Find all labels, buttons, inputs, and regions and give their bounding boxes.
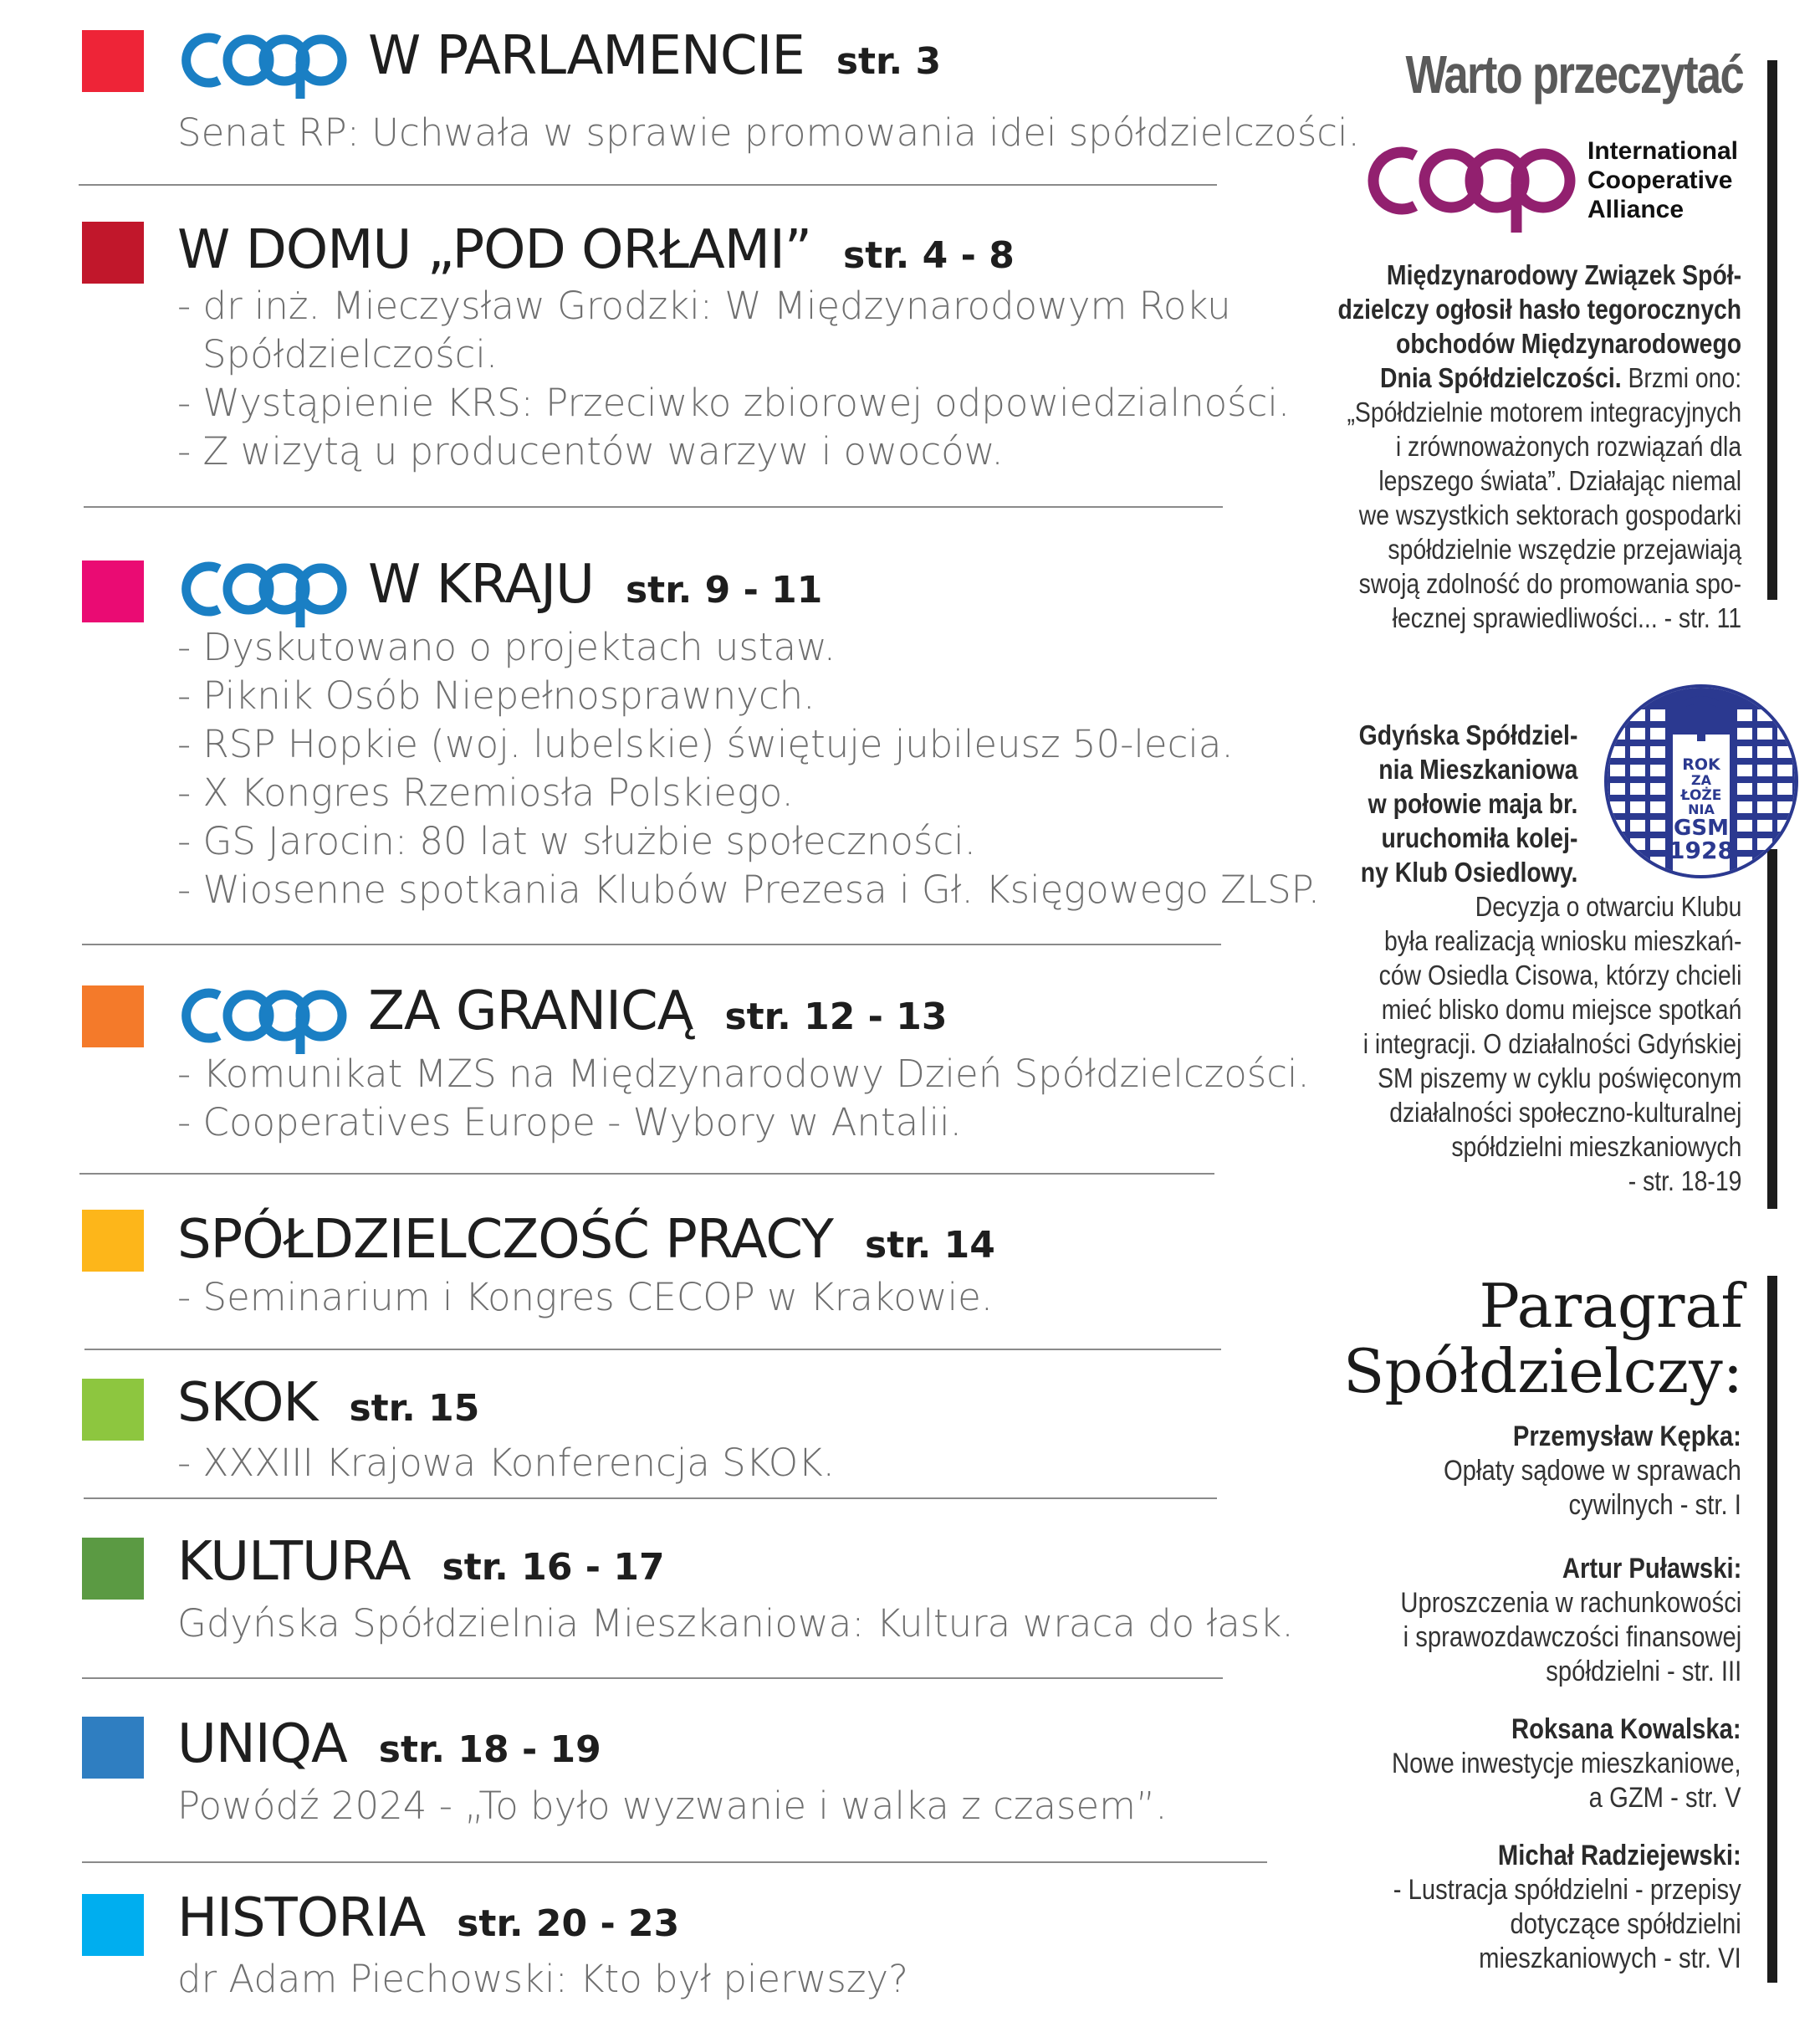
paragraf-line: dotyczące spółdzielni — [1510, 1908, 1741, 1940]
gsm-building-window — [1737, 728, 1752, 740]
section-pages: str. 14 — [865, 1224, 995, 1267]
section-item: Gdyńska Spółdzielnia Mieszkaniowa: Kultura wraca do łask. — [177, 1601, 1294, 1646]
paragraf-line: Nowe inwestycje mieszkaniowe, — [1392, 1748, 1741, 1779]
gsm-logo-text-5: GSM — [1674, 816, 1729, 841]
paragraf-line: Uproszczenia w rachunkowości — [1400, 1587, 1741, 1619]
coop-logo — [177, 25, 353, 99]
gsm-article-body — [1362, 889, 1741, 1198]
section-title: KULTURA — [177, 1531, 411, 1593]
gsm-building-window — [1650, 728, 1665, 740]
ica-article-line: swoją zdolność do promowania spo- — [1358, 568, 1741, 599]
section-color-square — [82, 1210, 144, 1272]
gsm-building-window — [1650, 765, 1665, 776]
gsm-building-window — [1777, 783, 1792, 795]
gsm-logo-text-4: NIA — [1688, 801, 1715, 817]
section-color-square — [82, 1717, 144, 1779]
gsm-building-window — [1757, 820, 1772, 832]
section-divider — [82, 944, 1221, 945]
gsm-article-line — [1358, 821, 1577, 855]
gsm-article-line: SM piszemy w cyklu poświęconym — [1377, 1062, 1741, 1093]
gsm-building-window — [1757, 765, 1772, 776]
section-pages: str. 9 - 11 — [625, 569, 823, 612]
section-color-square — [82, 30, 144, 92]
ica-article-text: Brzmi ono: — [1621, 362, 1741, 393]
paragraf-line: spółdzielni - str. III — [1545, 1656, 1741, 1687]
section-color-square — [82, 1538, 144, 1600]
section-item: - RSP Hopkie (woj. lubelskie) świętuje jubileusz 50-lecia. — [177, 722, 1234, 766]
paragraf-entry — [1400, 1552, 1741, 1689]
ica-article-line — [1337, 361, 1741, 395]
sidebar-divider-2 — [1767, 849, 1777, 1209]
section-item: - Dyskutowano o projektach ustaw. — [177, 625, 836, 669]
gsm-building-window — [1650, 709, 1665, 721]
gsm-building-window — [1650, 801, 1665, 813]
ica-article-line: spółdzielnie wszędzie przejawiają — [1388, 534, 1741, 565]
gsm-article-bold: w połowie maja br. — [1368, 788, 1577, 819]
gsm-article-line: spółdzielni mieszkaniowych — [1450, 1131, 1741, 1162]
gsm-article-line — [1358, 718, 1577, 752]
section-item: Senat RP: Uchwała w sprawie promowania idei spółdzielczości. — [177, 110, 1360, 155]
section-item: - Z wizytą u producentów warzyw i owoców. — [177, 429, 1004, 474]
section-divider — [84, 1349, 1221, 1350]
gsm-logo — [1603, 684, 1799, 878]
section-heading — [177, 554, 822, 627]
paragraf-line: a GZM - str. V — [1589, 1782, 1741, 1814]
section-item: - Piknik Osób Niepełnosprawnych. — [177, 673, 815, 718]
section-heading — [177, 980, 947, 1054]
gsm-building-window — [1610, 838, 1625, 850]
gsm-building-window — [1610, 783, 1625, 795]
ica-article — [1337, 258, 1741, 635]
gsm-building-window — [1777, 857, 1792, 868]
section-item: - Cooperatives Europe - Wybory w Antalii. — [177, 1100, 962, 1144]
section-pages: str. 3 — [836, 40, 942, 83]
coop-logo-icon — [177, 554, 353, 627]
ica-article-line: łecznej sprawiedliwości... - str. 11 — [1392, 602, 1741, 633]
ica-article-line — [1337, 326, 1741, 361]
section-title: W PARLAMENCIE — [368, 25, 805, 87]
section-heading — [177, 1372, 479, 1434]
paragraf-author: Michał Radziejewski: — [1498, 1840, 1741, 1871]
sidebar-divider-1 — [1767, 60, 1777, 600]
section-item: - dr inż. Mieczysław Grodzki: W Międzynarodowym Roku — [177, 284, 1231, 328]
paragraf-title-line1: Paragraf — [1479, 1271, 1743, 1341]
section-pages: str. 18 - 19 — [378, 1728, 601, 1771]
section-items — [177, 1439, 835, 1487]
gsm-building-window — [1650, 838, 1665, 850]
paragraf-heading — [1343, 1273, 1743, 1404]
coop-logo-icon — [177, 25, 353, 99]
ica-logo — [1363, 134, 1581, 234]
gsm-building-window — [1650, 783, 1665, 795]
section-color-square — [82, 985, 144, 1047]
gsm-building-window — [1757, 728, 1772, 740]
section-item: Powódź 2024 - „To było wyzwanie i walka z czasem”. — [177, 1784, 1168, 1828]
gsm-building-window — [1650, 746, 1665, 758]
section-item: - Wystąpienie KRS: Przeciwko zbiorowej odpowiedzialności. — [177, 381, 1291, 425]
ica-line1: International — [1587, 137, 1739, 165]
section-pages: str. 4 - 8 — [843, 234, 1015, 277]
gsm-building-window — [1630, 820, 1645, 832]
paragraf-line: cywilnych - str. I — [1568, 1489, 1741, 1521]
ica-article-bold: obchodów Międzynarodowego — [1395, 328, 1741, 359]
gsm-building-window — [1737, 838, 1752, 850]
gsm-building-window — [1737, 709, 1752, 721]
section-item: - GS Jarocin: 80 lat w służbie społeczności. — [177, 819, 976, 863]
section-divider — [84, 506, 1223, 508]
section-items — [177, 623, 1320, 914]
gsm-building-window — [1777, 765, 1792, 776]
gsm-building-window — [1737, 765, 1752, 776]
paragraf-entry — [1444, 1420, 1741, 1523]
section-items — [177, 1050, 1310, 1147]
ica-line2: Cooperative — [1587, 166, 1733, 194]
section-divider — [84, 1497, 1217, 1499]
ica-article-bold: Dnia Spółdzielczości. — [1379, 362, 1622, 393]
section-pages: str. 20 - 23 — [457, 1902, 680, 1945]
paragraf-line: mieszkaniowych - str. VI — [1479, 1943, 1741, 1974]
gsm-article-line: działalności społeczno-kulturalnej — [1388, 1097, 1741, 1128]
section-title: UNIQA — [177, 1713, 347, 1775]
gsm-article-bold: Gdyńska Spółdziel- — [1358, 719, 1577, 750]
section-divider — [82, 1861, 1267, 1863]
section-divider — [79, 184, 1217, 186]
paragraf-entry — [1392, 1712, 1741, 1815]
gsm-building-window — [1737, 783, 1752, 795]
section-color-square — [82, 561, 144, 622]
section-title: HISTORIA — [177, 1887, 426, 1949]
gsm-building-window — [1757, 746, 1772, 758]
section-items — [177, 1273, 993, 1322]
section-item: - X Kongres Rzemiosła Polskiego. — [177, 770, 794, 815]
section-pages: str. 15 — [349, 1387, 480, 1430]
ica-article-line: lepszego świata”. Działając niemal — [1378, 465, 1741, 496]
ica-article-bold: dzielczy ogłosił hasło tegorocznych — [1337, 294, 1741, 325]
gsm-article-line — [1358, 752, 1577, 786]
ica-article-line — [1337, 258, 1741, 292]
gsm-building-window — [1777, 838, 1792, 850]
ica-article-line: i zrównoważonych rozwiązań dla — [1395, 431, 1741, 462]
gsm-logo-text-1: ROK — [1682, 755, 1720, 774]
gsm-building-window — [1650, 820, 1665, 832]
ica-article-line — [1337, 292, 1741, 326]
section-item: - XXXIII Krajowa Konferencja SKOK. — [177, 1441, 835, 1485]
section-heading — [177, 1887, 679, 1949]
section-heading — [177, 1713, 601, 1775]
sidebar-divider-3 — [1767, 1276, 1777, 1983]
ica-coop-logo-icon — [1363, 134, 1581, 234]
paragraf-title-line2: Spółdzielczy: — [1343, 1336, 1743, 1406]
section-heading — [177, 1531, 665, 1593]
ica-name — [1587, 136, 1738, 224]
section-divider — [82, 1677, 1223, 1679]
gsm-building-window — [1630, 746, 1645, 758]
section-heading — [177, 1209, 995, 1271]
gsm-building-window — [1630, 801, 1645, 813]
section-divider — [79, 1173, 1214, 1175]
section-title: W KRAJU — [368, 554, 594, 616]
gsm-building-window — [1630, 783, 1645, 795]
coop-logo — [177, 554, 353, 627]
gsm-building-window — [1737, 801, 1752, 813]
section-color-square — [82, 1379, 144, 1441]
gsm-building-window — [1737, 746, 1752, 758]
gsm-building-window — [1757, 801, 1772, 813]
warto-heading: Warto przeczytać — [1405, 44, 1743, 105]
gsm-article-lead — [1358, 718, 1577, 889]
section-color-square — [82, 222, 144, 284]
ica-article-bold: Międzynarodowy Związek Spół- — [1386, 259, 1741, 290]
paragraf-entry — [1393, 1839, 1741, 1976]
paragraf-line: i sprawozdawczości finansowej — [1403, 1621, 1741, 1653]
gsm-building-window — [1737, 820, 1752, 832]
section-color-square — [82, 1894, 144, 1956]
gsm-logo-text-2: ZA — [1691, 772, 1711, 788]
section-items — [177, 109, 1360, 157]
gsm-building-window — [1610, 709, 1625, 721]
gsm-building-window — [1610, 765, 1625, 776]
section-title: SPÓŁDZIELCZOŚĆ PRACY — [177, 1209, 833, 1271]
paragraf-author: Przemysław Kępka: — [1512, 1421, 1741, 1452]
gsm-article-line — [1358, 855, 1577, 889]
section-items — [177, 1955, 908, 2004]
gsm-article-line — [1358, 786, 1577, 821]
gsm-building-window — [1630, 765, 1645, 776]
paragraf-line: - Lustracja spółdzielni - przepisy — [1393, 1874, 1741, 1906]
ica-line3: Alliance — [1587, 196, 1685, 223]
section-heading — [177, 25, 941, 99]
section-pages: str. 16 - 17 — [442, 1546, 665, 1589]
gsm-building-window — [1630, 728, 1645, 740]
section-pages: str. 12 - 13 — [724, 996, 948, 1038]
gsm-logo-text-6: 1928 — [1669, 837, 1734, 864]
section-title: SKOK — [177, 1372, 318, 1434]
gsm-article-bold: ny Klub Osiedlowy. — [1360, 857, 1577, 888]
gsm-building-window — [1757, 783, 1772, 795]
gsm-article-bold: uruchomiła kolej- — [1381, 822, 1577, 853]
gsm-building-window — [1777, 709, 1792, 721]
gsm-article-bold: nia Mieszkaniowa — [1378, 754, 1577, 785]
section-item: - Wiosenne spotkania Klubów Prezesa i Gł. Księgowego ZLSP. — [177, 868, 1321, 912]
gsm-1928-logo-icon — [1603, 684, 1799, 878]
paragraf-line: Opłaty sądowe w sprawach — [1444, 1455, 1741, 1487]
section-items — [177, 282, 1290, 476]
section-title: ZA GRANICĄ — [368, 980, 693, 1042]
gsm-logo-text-3: ŁOŻE — [1680, 787, 1722, 804]
gsm-building-window — [1610, 857, 1625, 868]
section-items — [177, 1782, 1168, 1830]
gsm-article-line: i integracji. O działalności Gdyńskiej — [1362, 1028, 1741, 1059]
gsm-article-line: mieć blisko domu miejsce spotkań — [1381, 994, 1741, 1025]
gsm-article-line: - str. 18-19 — [1628, 1165, 1741, 1196]
ica-article-line: „Spółdzielnie motorem integracyjnych — [1347, 397, 1741, 427]
section-item: - Komunikat MZS na Międzynarodowy Dzień Spółdzielczości. — [177, 1052, 1310, 1096]
section-heading — [177, 219, 1015, 281]
coop-logo — [177, 980, 353, 1054]
section-item: dr Adam Piechowski: Kto był pierwszy? — [177, 1957, 908, 2001]
gsm-article-line: była realizacją wniosku mieszkań- — [1383, 925, 1741, 956]
gsm-article-line: ców Osiedla Cisowa, którzy chcieli — [1378, 960, 1741, 991]
section-items — [177, 1600, 1294, 1648]
coop-logo-icon — [177, 980, 353, 1054]
section-item: Spółdzielczości. — [202, 332, 498, 376]
section-title: W DOMU „POD ORŁAMI” — [177, 219, 811, 281]
paragraf-author: Roksana Kowalska: — [1511, 1713, 1741, 1745]
paragraf-author: Artur Puławski: — [1562, 1553, 1741, 1584]
gsm-article-line: Decyzja o otwarciu Klubu — [1475, 891, 1741, 922]
ica-article-line: we wszystkich sektorach gospodarki — [1358, 499, 1741, 530]
section-item: - Seminarium i Kongres CECOP w Krakowie. — [177, 1275, 994, 1319]
